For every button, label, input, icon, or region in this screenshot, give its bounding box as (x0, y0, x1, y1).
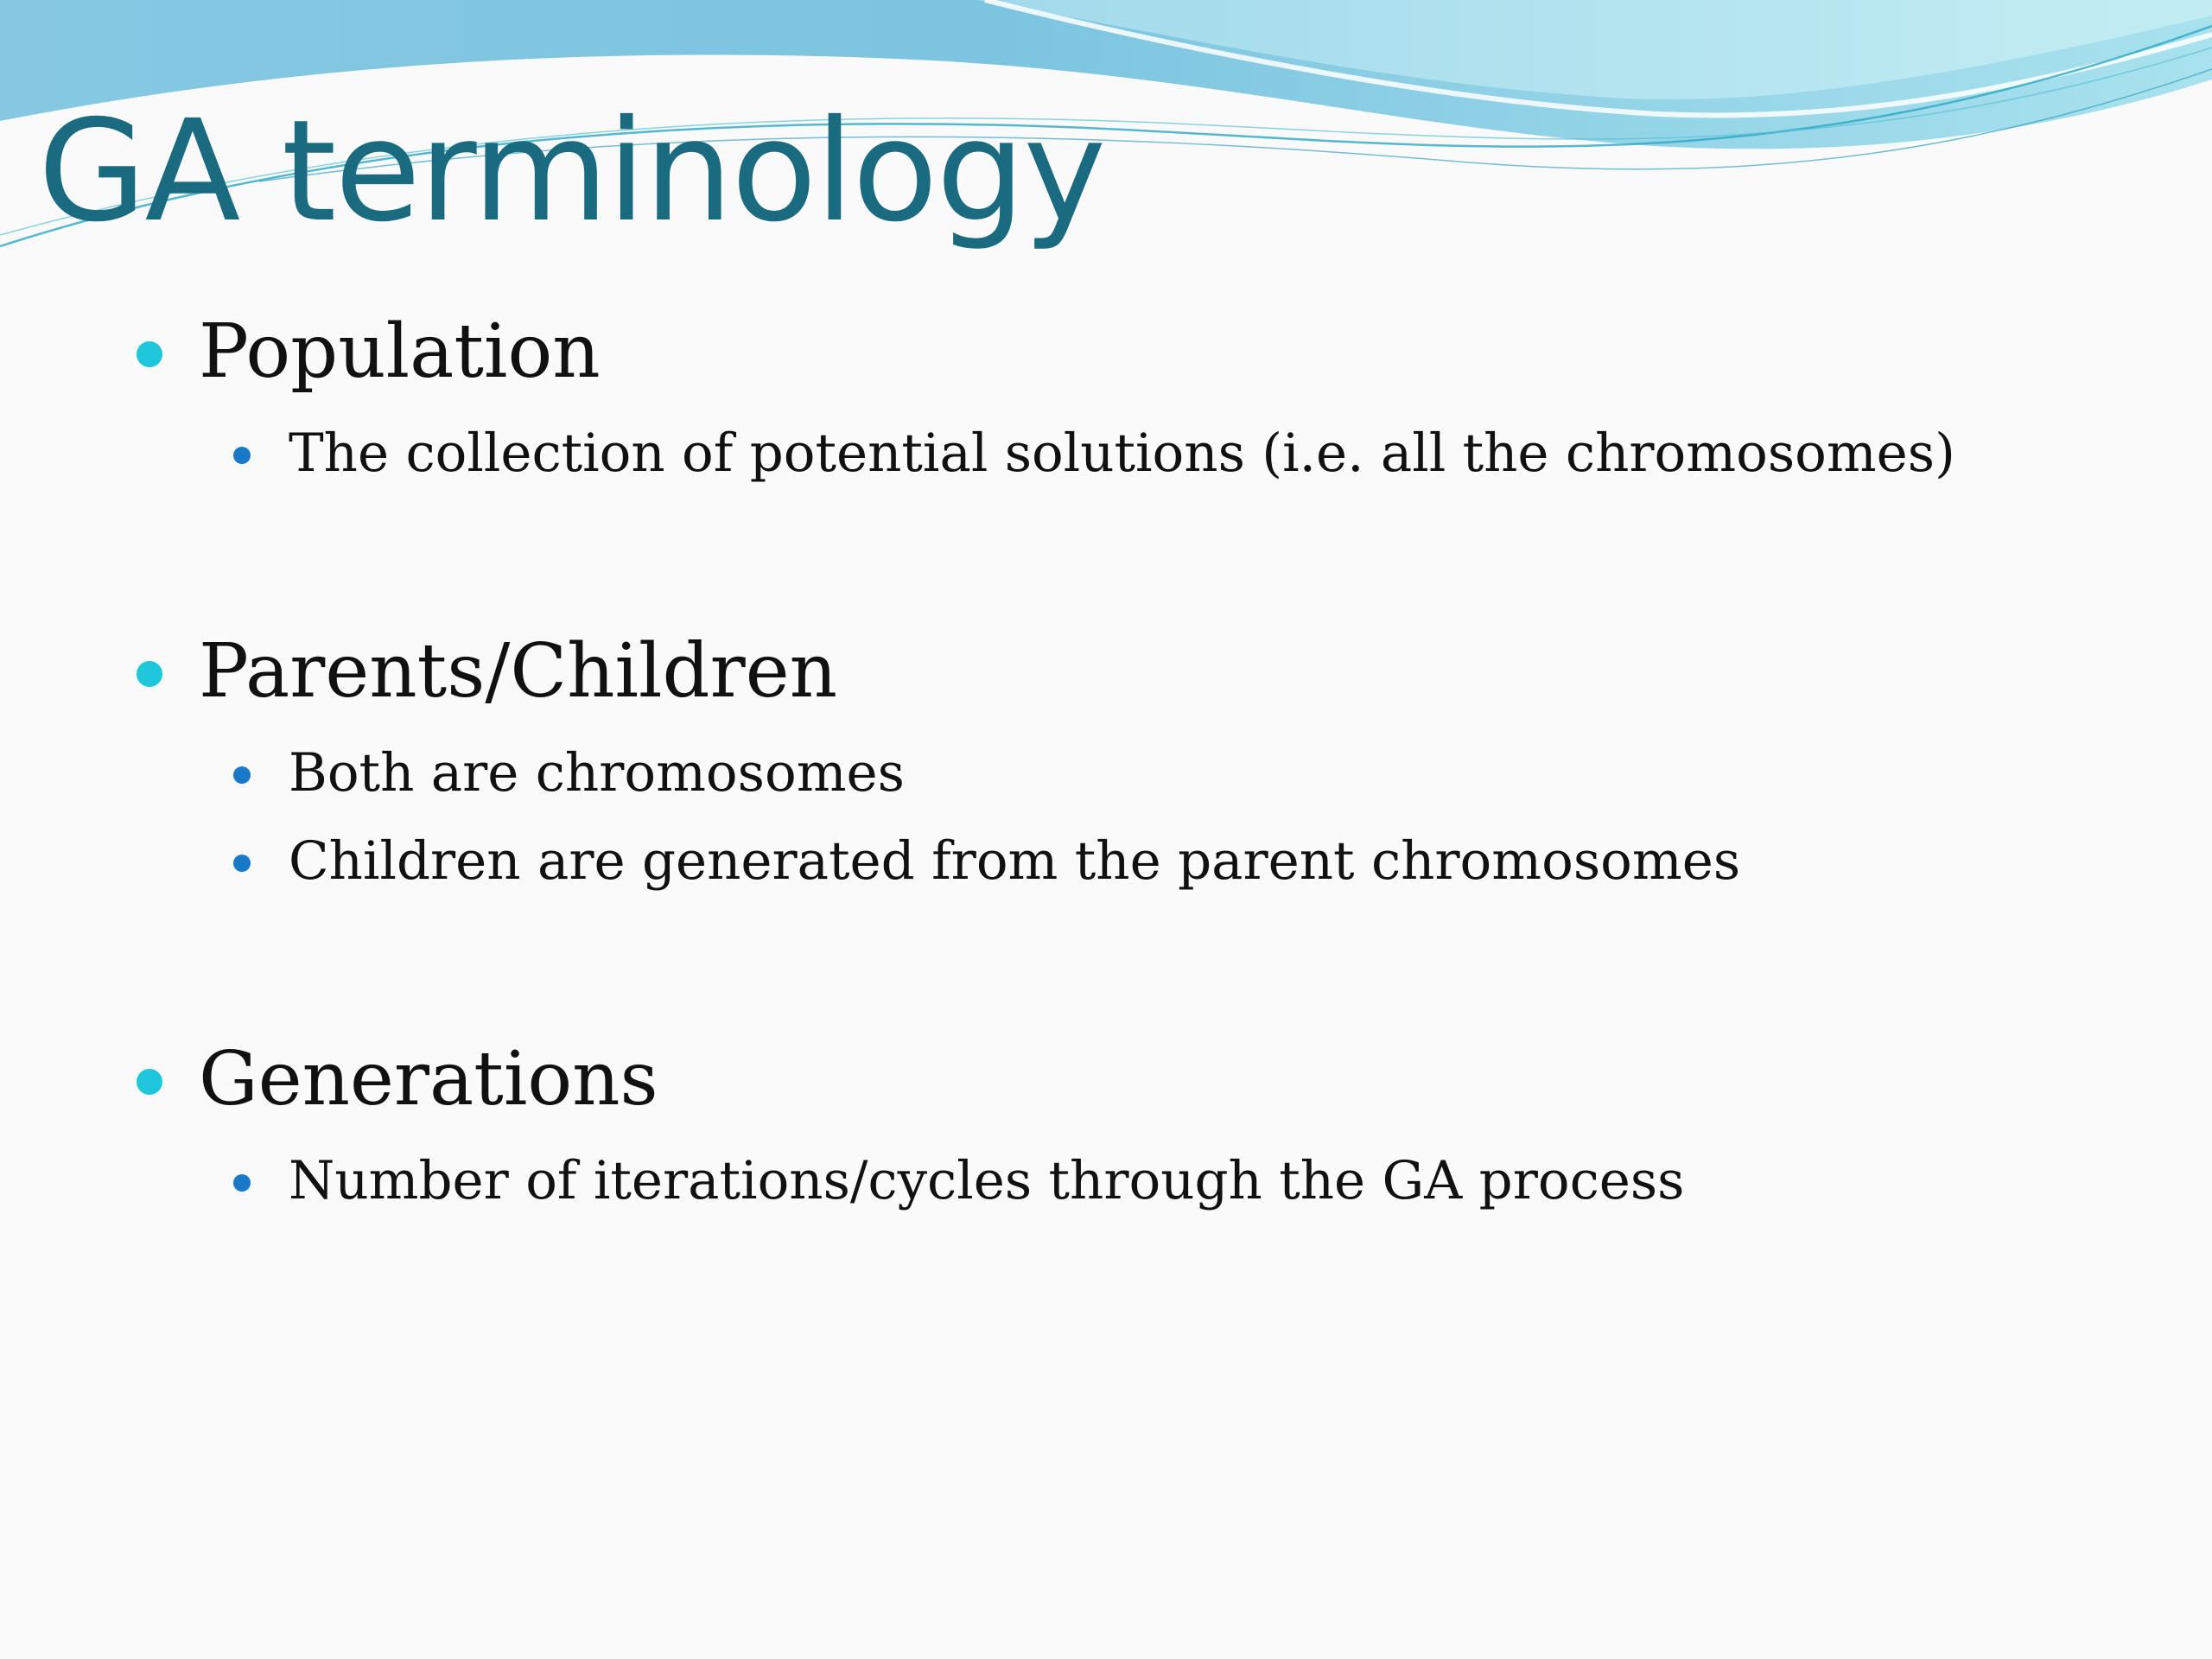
sub-bullet-generations-definition: Number of iterations/cycles through the GA process (289, 1150, 1685, 1211)
sub-bullet-both-chromosomes: Both are chromosomes (289, 742, 905, 804)
slide-title: GA terminology (38, 91, 1105, 253)
bullet-generations: Generations (199, 1036, 658, 1122)
sub-bullet-children-generated: Children are generated from the parent chromosomes (289, 830, 1741, 892)
sub-bullet-population-definition: The collection of potential solutions (i.e. all the chromosomes) (289, 423, 1955, 484)
bullet-population: Population (199, 308, 601, 395)
bullet-parents-children: Parents/Children (199, 628, 837, 715)
